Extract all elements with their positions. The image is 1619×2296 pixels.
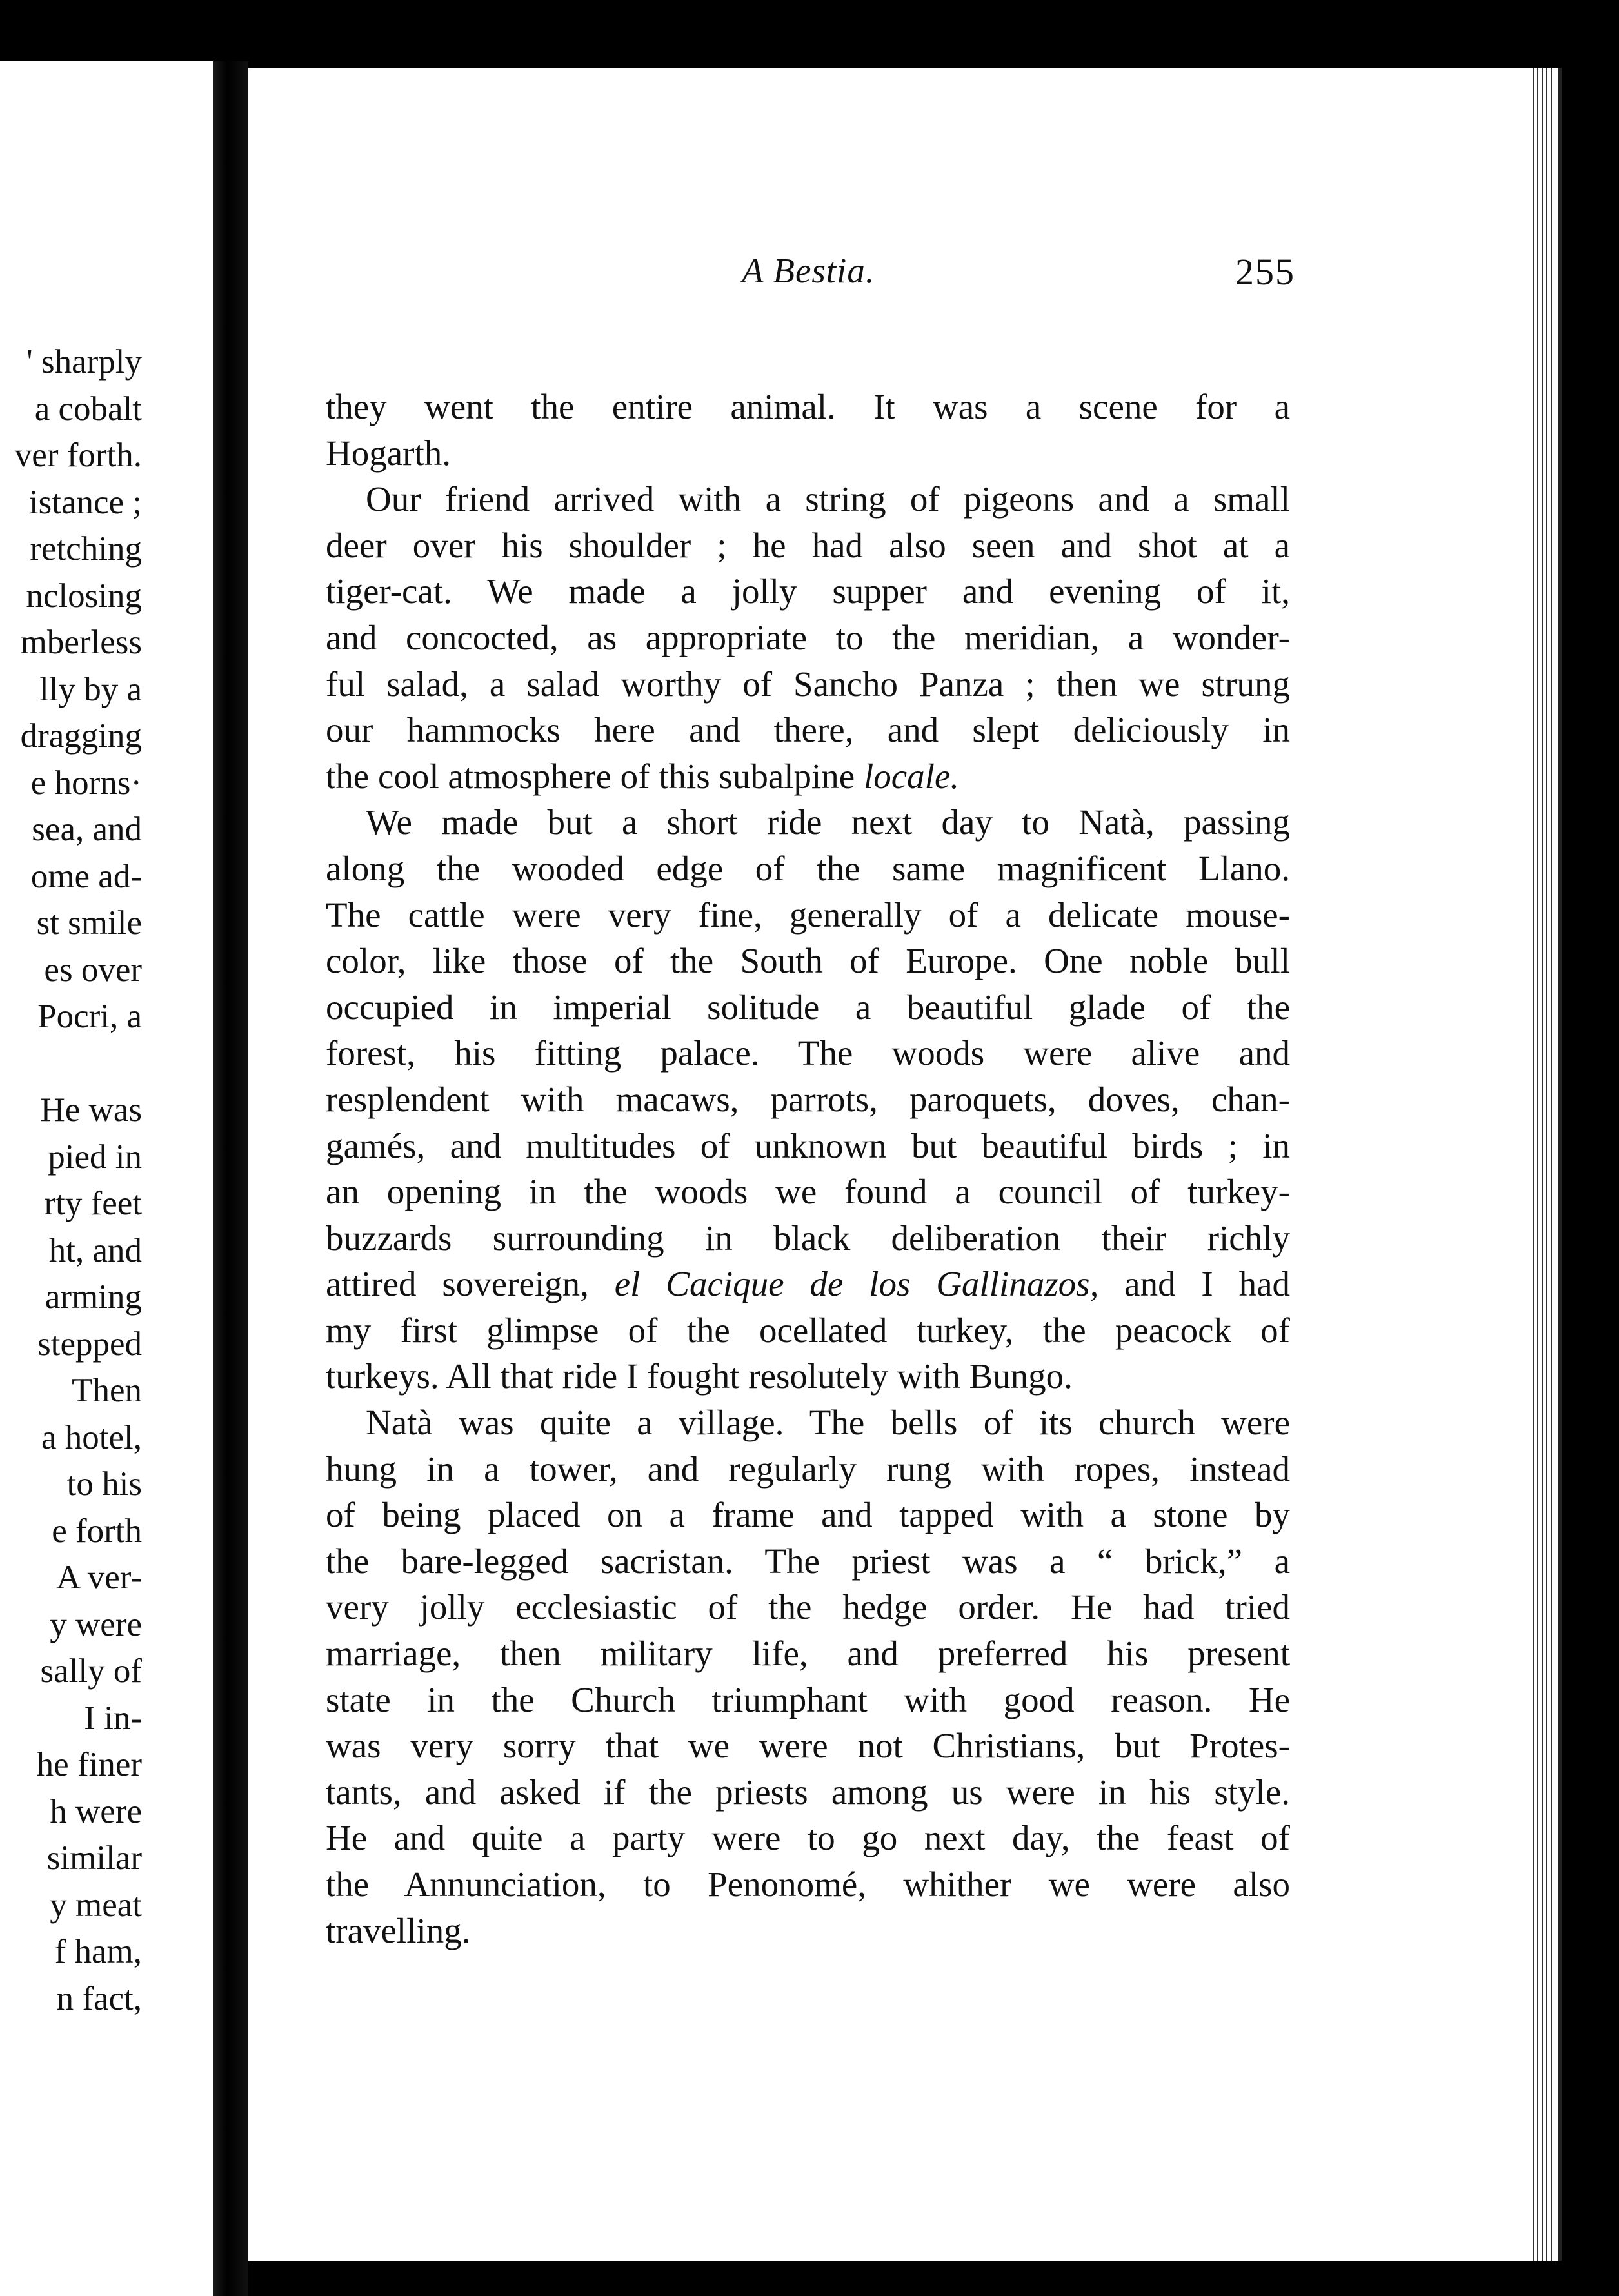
facing-page-line: ' sharply	[26, 343, 142, 381]
facing-page-line: rty feet	[44, 1185, 142, 1222]
text-line: gamés, and multitudes of unknown but beautiful birds ; in	[326, 1125, 1290, 1165]
facing-page-line: a cobalt	[34, 390, 142, 428]
facing-page-line: he finer	[36, 1746, 142, 1783]
text-line: travelling.	[326, 1910, 471, 1950]
text-line: attired sovereign, el Cacique de los Gallinazos, and I had	[326, 1264, 1290, 1304]
text-line: was very sorry that we were not Christians, but Protes-	[326, 1726, 1290, 1766]
text-line: The cattle were very fine, generally of a delicate mouse-	[326, 895, 1290, 935]
facing-page-line: ht, and	[48, 1231, 142, 1269]
facing-page-line: st smile	[36, 904, 142, 942]
facing-page-line: ome ad-	[30, 857, 142, 895]
facing-page-line: dragging	[20, 717, 142, 755]
text-line: of being placed on a frame and tapped with a stone by	[326, 1495, 1290, 1535]
text-line: He and quite a party were to go next day, the feast of	[326, 1818, 1290, 1858]
facing-page-line: He was	[40, 1091, 142, 1129]
facing-page-text	[15, 339, 142, 2022]
text-line: very jolly ecclesiastic of the hedge order. He had tried	[326, 1587, 1290, 1627]
text-line: an opening in the woods we found a council of turkey-	[326, 1172, 1290, 1212]
facing-page-line: Pocri, a	[37, 998, 142, 1035]
facing-page-line: n fact,	[56, 1979, 142, 2017]
text-line: they went the entire animal. It was a scene for a	[326, 387, 1290, 426]
book-page	[248, 68, 1562, 2261]
paragraph	[326, 1400, 1290, 1954]
facing-page-line: I in-	[84, 1699, 142, 1737]
facing-page-line: ver forth.	[14, 437, 142, 474]
text-line: resplendent with macaws, parrots, paroquets, doves, chan-	[326, 1079, 1290, 1119]
text-line: Natà was quite a village. The bells of its church were	[366, 1403, 1290, 1443]
book-gutter	[213, 61, 248, 2296]
text-line: turkeys. All that ride I fought resolutely with Bungo.	[326, 1356, 1073, 1396]
facing-page-line: A ver-	[56, 1559, 142, 1596]
facing-page-line: retching	[30, 530, 142, 568]
text-line: forest, his fitting palace. The woods were alive and	[326, 1033, 1290, 1073]
facing-page-line: pied in	[48, 1138, 142, 1176]
facing-page-line: es over	[44, 951, 142, 989]
text-line: buzzards surrounding in black deliberation their richly	[326, 1218, 1290, 1258]
text-line: and concocted, as appropriate to the meridian, a wonder-	[326, 617, 1290, 657]
text-line: the cool atmosphere of this subalpine locale.	[326, 756, 960, 796]
facing-page-line: e forth	[52, 1512, 142, 1550]
body-text	[326, 384, 1290, 1954]
text-line: color, like those of the South of Europe. One noble bull	[326, 941, 1290, 981]
text-line: the Annunciation, to Penonomé, whither we were also	[326, 1865, 1290, 1904]
facing-page-line: to his	[66, 1465, 142, 1503]
facing-page-line: sea, and	[32, 811, 142, 848]
facing-page-line: e horns·	[30, 764, 142, 802]
page-number: 255	[1235, 251, 1295, 293]
paragraph	[326, 384, 1290, 476]
text-line: state in the Church triumphant with good reason. He	[326, 1679, 1290, 1719]
text-line: the bare-legged sacristan. The priest was a “ brick,” a	[326, 1541, 1290, 1581]
text-line: Hogarth.	[326, 433, 451, 473]
text-line: along the wooded edge of the same magnificent Llano.	[326, 848, 1290, 888]
text-line: Our friend arrived with a string of pigeons and a small	[366, 479, 1290, 519]
italic-phrase: el Cacique de los Gallinazos,	[614, 1264, 1099, 1304]
facing-page-line	[15, 1040, 142, 1087]
facing-page-line: Then	[72, 1372, 142, 1409]
page-edges	[1529, 68, 1553, 2261]
facing-page-line: arming	[45, 1278, 142, 1316]
facing-page-line: lly by a	[39, 670, 142, 708]
text-line: marriage, then military life, and preferred his present	[326, 1634, 1290, 1674]
text-line: deer over his shoulder ; he had also seen and shot at a	[326, 525, 1290, 565]
facing-page-line: mberless	[20, 624, 142, 661]
facing-page-line: y meat	[50, 1886, 142, 1924]
facing-page-line: istance ;	[28, 483, 142, 521]
paragraph	[326, 476, 1290, 799]
text-line: tiger-cat. We made a jolly supper and evening of it,	[326, 571, 1290, 611]
facing-page-line: stepped	[37, 1325, 142, 1363]
facing-page-line: y were	[50, 1605, 142, 1643]
text-line: our hammocks here and there, and slept deliciously in	[326, 710, 1290, 750]
facing-page-line: similar	[46, 1839, 142, 1877]
running-title: A Bestia.	[742, 251, 875, 290]
italic-phrase: locale.	[863, 756, 960, 796]
facing-page	[0, 61, 213, 2296]
text-line: my first glimpse of the ocellated turkey, the peacock of	[326, 1310, 1290, 1350]
text-line: ful salad, a salad worthy of Sancho Panza ; then we strung	[326, 664, 1290, 704]
text-line: tants, and asked if the priests among us were in his style.	[326, 1772, 1290, 1812]
text-line: occupied in imperial solitude a beautiful glade of the	[326, 987, 1290, 1027]
text-line: We made but a short ride next day to Natà, passing	[366, 802, 1290, 842]
facing-page-line: sally of	[40, 1652, 142, 1690]
facing-page-line: nclosing	[26, 577, 142, 615]
paragraph	[326, 799, 1290, 1400]
facing-page-line: a hotel,	[41, 1418, 142, 1456]
text-line: hung in a tower, and regularly rung with ropes, instead	[326, 1449, 1290, 1489]
facing-page-line: h were	[50, 1792, 142, 1830]
facing-page-line: f ham,	[54, 1933, 142, 1970]
